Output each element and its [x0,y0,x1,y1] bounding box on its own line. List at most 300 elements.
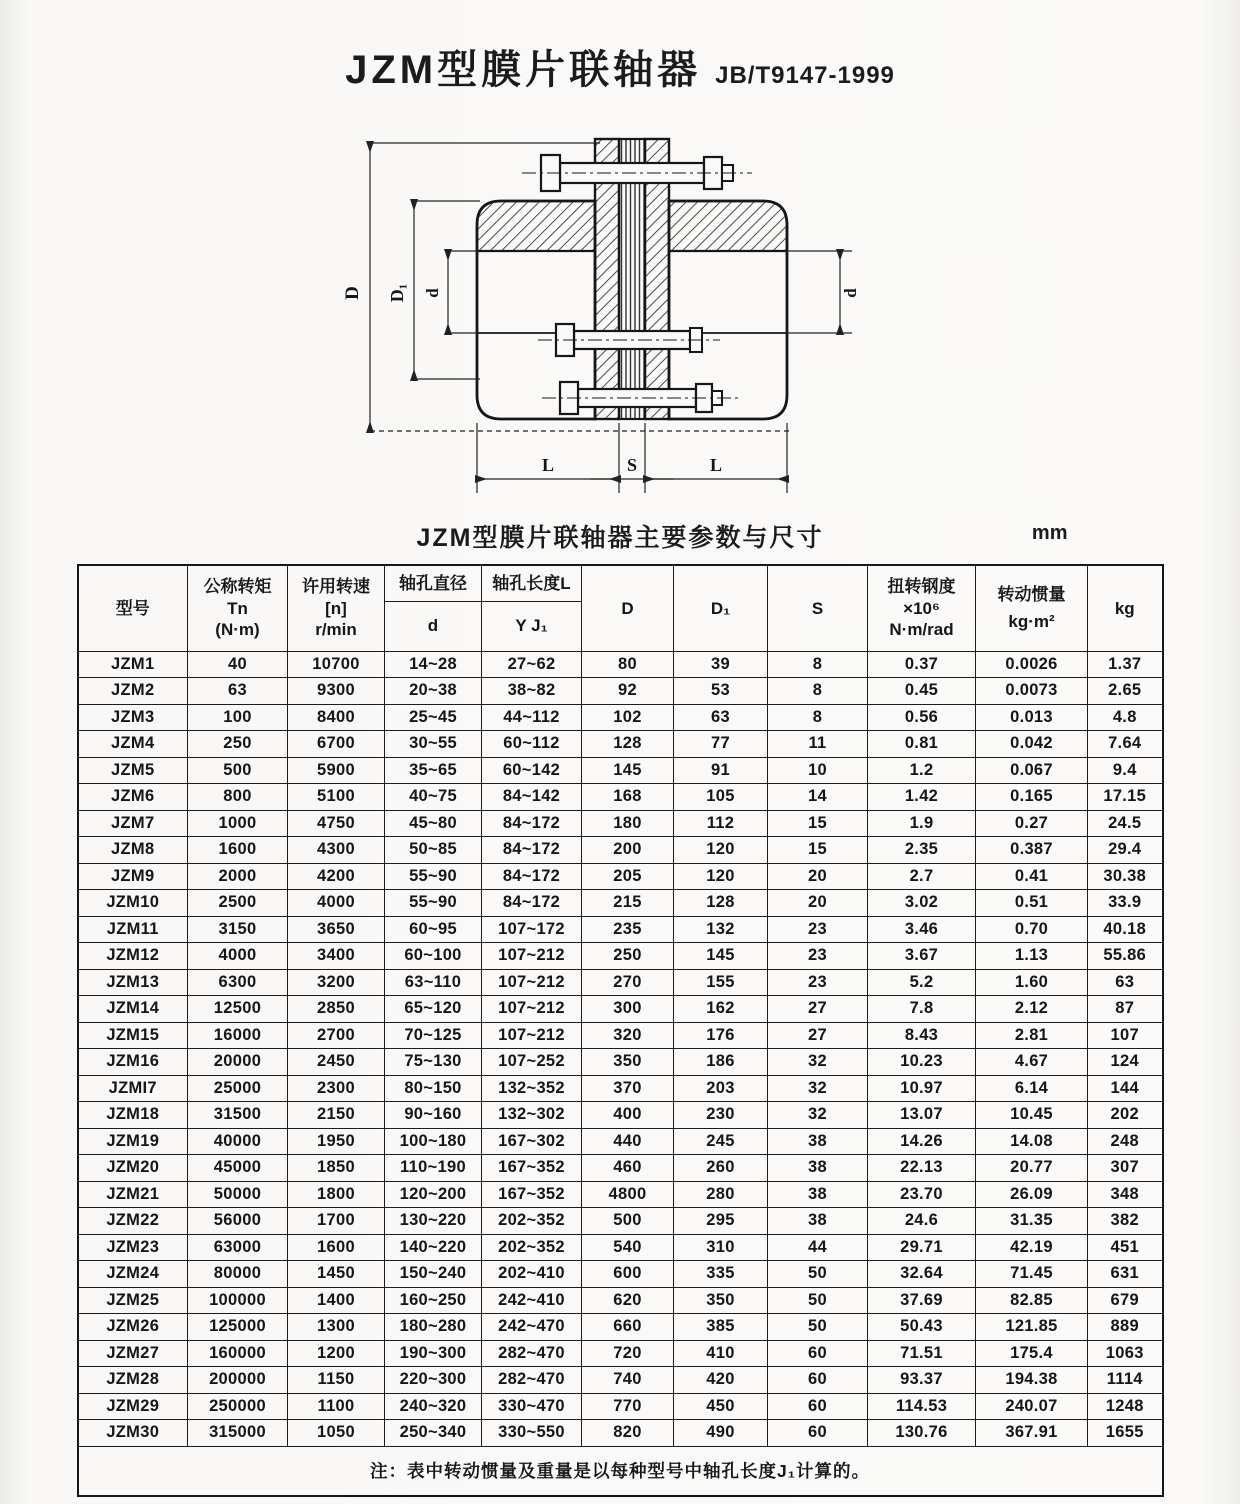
cell-weight: 307 [1088,1155,1163,1182]
cell-inertia: 0.067 [976,757,1088,784]
cell-speed: 2450 [288,1049,385,1076]
page-title: JZM型膜片联轴器 [345,48,702,92]
cell-weight: 107 [1088,1022,1163,1049]
cell-bore-diameter: 190~300 [385,1340,482,1367]
cell-stiffness: 0.37 [868,651,976,678]
cell-inertia: 2.81 [976,1022,1088,1049]
cell-S: 10 [768,757,868,784]
col-inertia [976,565,1088,651]
cell-speed: 4300 [288,837,385,864]
col-bore-length-sub: Y J₁ [482,601,582,651]
dim-d-left [423,251,479,333]
cell-bore-diameter: 80~150 [385,1075,482,1102]
table-row [78,1261,1163,1288]
table-row [78,916,1163,943]
cell-torque: 100 [188,704,288,731]
cell-D1: 410 [674,1340,768,1367]
cell-speed: 4000 [288,890,385,917]
cell-D1: 295 [674,1208,768,1235]
cell-model: JZM28 [78,1367,188,1394]
cell-stiffness: 32.64 [868,1261,976,1288]
cell-inertia: 240.07 [976,1393,1088,1420]
cell-inertia: 1.60 [976,969,1088,996]
cell-stiffness: 50.43 [868,1314,976,1341]
table-row [78,1049,1163,1076]
cell-bore-length: 84~172 [482,863,582,890]
title-row [0,0,1240,95]
cell-speed: 1300 [288,1314,385,1341]
cell-inertia: 6.14 [976,1075,1088,1102]
cell-bore-diameter: 25~45 [385,704,482,731]
col-torque [188,565,288,651]
cell-inertia: 0.0026 [976,651,1088,678]
cell-model: JZM16 [78,1049,188,1076]
cell-weight: 9.4 [1088,757,1163,784]
cell-model: JZM20 [78,1155,188,1182]
cell-stiffness: 0.81 [868,731,976,758]
cell-D: 500 [582,1208,674,1235]
cell-speed: 3650 [288,916,385,943]
cell-stiffness: 23.70 [868,1181,976,1208]
cell-bore-length: 84~142 [482,784,582,811]
cell-D: 128 [582,731,674,758]
cell-S: 32 [768,1075,868,1102]
cell-speed: 2700 [288,1022,385,1049]
cell-inertia: 4.67 [976,1049,1088,1076]
cell-weight: 17.15 [1088,784,1163,811]
cell-D: 145 [582,757,674,784]
cell-model: JZM11 [78,916,188,943]
cell-weight: 2.65 [1088,678,1163,705]
cell-D1: 39 [674,651,768,678]
dim-d-right [785,251,860,333]
cell-speed: 1100 [288,1393,385,1420]
cell-weight: 631 [1088,1261,1163,1288]
cell-model: JZM19 [78,1128,188,1155]
cell-bore-length: 242~410 [482,1287,582,1314]
cell-stiffness: 5.2 [868,969,976,996]
cell-speed: 2300 [288,1075,385,1102]
cell-torque: 80000 [188,1261,288,1288]
cell-stiffness: 37.69 [868,1287,976,1314]
cell-D1: 490 [674,1420,768,1447]
cell-S: 11 [768,731,868,758]
cell-S: 60 [768,1420,868,1447]
cell-D1: 186 [674,1049,768,1076]
cell-speed: 1950 [288,1128,385,1155]
table-row [78,784,1163,811]
cell-inertia: 0.0073 [976,678,1088,705]
cell-model: JZM4 [78,731,188,758]
cell-inertia: 194.38 [976,1367,1088,1394]
cell-bore-length: 60~142 [482,757,582,784]
cell-speed: 1850 [288,1155,385,1182]
cell-stiffness: 7.8 [868,996,976,1023]
cell-D1: 450 [674,1393,768,1420]
cell-stiffness: 1.42 [868,784,976,811]
cell-speed: 4750 [288,810,385,837]
col-stiffness-l3: N·m/rad [889,619,954,639]
cell-torque: 200000 [188,1367,288,1394]
cell-bore-diameter: 220~300 [385,1367,482,1394]
cell-D: 440 [582,1128,674,1155]
cell-stiffness: 29.71 [868,1234,976,1261]
cell-bore-diameter: 14~28 [385,651,482,678]
cell-D: 460 [582,1155,674,1182]
dim-label-L-right: L [709,455,723,475]
cell-model: JZM22 [78,1208,188,1235]
cell-bore-diameter: 150~240 [385,1261,482,1288]
cell-bore-diameter: 160~250 [385,1287,482,1314]
cell-speed: 1050 [288,1420,385,1447]
cell-S: 50 [768,1261,868,1288]
table-row [78,1155,1163,1182]
cell-D1: 91 [674,757,768,784]
cell-inertia: 1.13 [976,943,1088,970]
cell-S: 50 [768,1314,868,1341]
cell-model: JZM6 [78,784,188,811]
cell-inertia: 175.4 [976,1340,1088,1367]
cell-D: 235 [582,916,674,943]
cell-D: 320 [582,1022,674,1049]
cell-S: 8 [768,651,868,678]
table-row [78,810,1163,837]
cell-D1: 105 [674,784,768,811]
cell-D: 720 [582,1340,674,1367]
cell-torque: 3150 [188,916,288,943]
cell-D: 205 [582,863,674,890]
cell-torque: 12500 [188,996,288,1023]
cell-S: 15 [768,810,868,837]
cell-bore-diameter: 63~110 [385,969,482,996]
cell-model: JZM7 [78,810,188,837]
cell-D: 80 [582,651,674,678]
cell-bore-diameter: 240~320 [385,1393,482,1420]
cell-model: JZM9 [78,863,188,890]
cell-S: 23 [768,969,868,996]
cell-model: JZM1 [78,651,188,678]
col-stiffness-l2: ×10⁶ [903,598,940,618]
cell-torque: 160000 [188,1340,288,1367]
cell-S: 23 [768,916,868,943]
cell-speed: 1400 [288,1287,385,1314]
table-header [78,565,1163,651]
cell-bore-diameter: 55~90 [385,890,482,917]
cell-D1: 280 [674,1181,768,1208]
cell-bore-length: 330~470 [482,1393,582,1420]
cell-bore-length: 84~172 [482,837,582,864]
cell-S: 14 [768,784,868,811]
cell-bore-diameter: 50~85 [385,837,482,864]
col-stiffness [868,565,976,651]
cell-model: JZM5 [78,757,188,784]
table-row [78,1128,1163,1155]
cell-stiffness: 3.46 [868,916,976,943]
col-stiffness-l1: 扭转钢度 [887,577,956,597]
cell-model: JZM24 [78,1261,188,1288]
cell-bore-length: 44~112 [482,704,582,731]
cell-speed: 5900 [288,757,385,784]
cell-S: 23 [768,943,868,970]
cell-D1: 260 [674,1155,768,1182]
dim-label-D1: D₁ [387,283,407,303]
table-row [78,1208,1163,1235]
cell-bore-length: 202~352 [482,1208,582,1235]
cell-model: JZM13 [78,969,188,996]
table-row [78,1287,1163,1314]
cell-inertia: 0.013 [976,704,1088,731]
table-row [78,969,1163,996]
col-weight: kg [1088,565,1163,651]
cell-speed: 6700 [288,731,385,758]
cell-model: JZM12 [78,943,188,970]
cell-D1: 77 [674,731,768,758]
cell-weight: 1248 [1088,1393,1163,1420]
cell-speed: 1200 [288,1340,385,1367]
cell-bore-length: 330~550 [482,1420,582,1447]
cell-speed: 8400 [288,704,385,731]
cell-stiffness: 10.23 [868,1049,976,1076]
cell-weight: 679 [1088,1287,1163,1314]
cell-D: 300 [582,996,674,1023]
cell-S: 32 [768,1102,868,1129]
table-row [78,943,1163,970]
cell-D1: 162 [674,996,768,1023]
cell-weight: 63 [1088,969,1163,996]
cell-stiffness: 3.67 [868,943,976,970]
cell-bore-length: 107~252 [482,1049,582,1076]
cell-weight: 451 [1088,1234,1163,1261]
cell-S: 20 [768,863,868,890]
cell-D: 660 [582,1314,674,1341]
cell-stiffness: 10.97 [868,1075,976,1102]
cell-D: 600 [582,1261,674,1288]
cell-S: 38 [768,1128,868,1155]
cell-speed: 10700 [288,651,385,678]
cell-stiffness: 0.45 [868,678,976,705]
cell-S: 8 [768,678,868,705]
cell-D1: 53 [674,678,768,705]
coupling-drawing [300,101,940,514]
cell-speed: 1450 [288,1261,385,1288]
cell-D1: 230 [674,1102,768,1129]
cell-D: 215 [582,890,674,917]
cell-S: 44 [768,1234,868,1261]
cell-model: JZM14 [78,996,188,1023]
table-row [78,1393,1163,1420]
cell-D1: 132 [674,916,768,943]
cell-stiffness: 93.37 [868,1367,976,1394]
cell-speed: 1700 [288,1208,385,1235]
cell-weight: 124 [1088,1049,1163,1076]
cell-S: 15 [768,837,868,864]
cell-bore-length: 167~352 [482,1155,582,1182]
cell-D1: 112 [674,810,768,837]
cell-bore-length: 167~302 [482,1128,582,1155]
cell-D1: 203 [674,1075,768,1102]
cell-inertia: 14.08 [976,1128,1088,1155]
cell-bore-length: 107~212 [482,996,582,1023]
cell-bore-diameter: 140~220 [385,1234,482,1261]
dim-label-D: D [342,286,363,300]
cell-bore-length: 167~352 [482,1181,582,1208]
cell-inertia: 71.45 [976,1261,1088,1288]
coupling-cross-section [300,101,940,509]
table-title-row [78,518,1163,554]
cell-speed: 1600 [288,1234,385,1261]
right-hub [669,201,787,419]
cell-inertia: 0.70 [976,916,1088,943]
cell-torque: 2000 [188,863,288,890]
table-row [78,651,1163,678]
cell-S: 60 [768,1367,868,1394]
cell-inertia: 0.042 [976,731,1088,758]
cell-torque: 250000 [188,1393,288,1420]
cell-inertia: 0.51 [976,890,1088,917]
cell-D: 370 [582,1075,674,1102]
cell-S: 38 [768,1208,868,1235]
cell-D: 270 [582,969,674,996]
col-torque-l2: Tn [227,598,248,618]
cell-weight: 30.38 [1088,863,1163,890]
dim-label-L-left: L [541,455,555,475]
cell-weight: 889 [1088,1314,1163,1341]
cell-bore-diameter: 45~80 [385,810,482,837]
cell-stiffness: 130.76 [868,1420,976,1447]
cell-bore-diameter: 250~340 [385,1420,482,1447]
table-row [78,678,1163,705]
cell-stiffness: 8.43 [868,1022,976,1049]
cell-D: 92 [582,678,674,705]
cell-bore-length: 282~470 [482,1340,582,1367]
dim-label-d-right: d [841,288,860,298]
cell-weight: 33.9 [1088,890,1163,917]
cell-weight: 1655 [1088,1420,1163,1447]
col-inertia-l2: kg·m² [1008,612,1055,632]
table-row [78,704,1163,731]
table-row [78,1075,1163,1102]
cell-torque: 1000 [188,810,288,837]
dim-label-S: S [626,455,638,475]
cell-inertia: 0.165 [976,784,1088,811]
cell-speed: 2850 [288,996,385,1023]
table-row [78,731,1163,758]
cell-torque: 500 [188,757,288,784]
col-bore-diameter-sub: d [385,601,482,651]
cell-bore-length: 132~352 [482,1075,582,1102]
cell-weight: 348 [1088,1181,1163,1208]
cell-S: 8 [768,704,868,731]
unit-label: mm [1031,522,1068,544]
cell-bore-diameter: 100~180 [385,1128,482,1155]
cell-D1: 155 [674,969,768,996]
cell-inertia: 0.27 [976,810,1088,837]
cell-D: 620 [582,1287,674,1314]
cell-D1: 120 [674,837,768,864]
cell-S: 50 [768,1287,868,1314]
table-row [78,1234,1163,1261]
cell-torque: 31500 [188,1102,288,1129]
cell-bore-diameter: 55~90 [385,863,482,890]
cell-torque: 315000 [188,1420,288,1447]
col-bore-length: 轴孔长度L [482,565,582,601]
cell-bore-length: 132~302 [482,1102,582,1129]
cell-weight: 4.8 [1088,704,1163,731]
cell-D: 740 [582,1367,674,1394]
cell-stiffness: 114.53 [868,1393,976,1420]
cell-D1: 385 [674,1314,768,1341]
cell-S: 38 [768,1181,868,1208]
col-bore-diameter: 轴孔直径 [385,565,482,601]
cell-torque: 45000 [188,1155,288,1182]
table-row [78,1102,1163,1129]
cell-model: JZM2 [78,678,188,705]
cell-stiffness: 24.6 [868,1208,976,1235]
col-speed-l1: 许用转速 [302,577,370,597]
cell-bore-length: 107~212 [482,1022,582,1049]
cell-D: 770 [582,1393,674,1420]
table-row [78,1340,1163,1367]
cell-D: 180 [582,810,674,837]
cell-stiffness: 71.51 [868,1340,976,1367]
cell-bore-diameter: 90~160 [385,1102,482,1129]
cell-stiffness: 0.56 [868,704,976,731]
cell-model: JZM8 [78,837,188,864]
cell-bore-diameter: 60~95 [385,916,482,943]
cell-model: JZMI7 [78,1075,188,1102]
col-inertia-l1: 转动惯量 [997,585,1066,604]
cell-S: 32 [768,1049,868,1076]
cell-D: 4800 [582,1181,674,1208]
cell-torque: 125000 [188,1314,288,1341]
params-table [77,564,1164,1497]
cell-inertia: 2.12 [976,996,1088,1023]
dim-LSL [477,423,787,493]
col-D: D [582,565,674,651]
cell-speed: 2150 [288,1102,385,1129]
cell-model: JZM10 [78,890,188,917]
table-row [78,1367,1163,1394]
cell-torque: 25000 [188,1075,288,1102]
cell-weight: 29.4 [1088,837,1163,864]
cell-torque: 20000 [188,1049,288,1076]
cell-D: 200 [582,837,674,864]
table-body [78,651,1163,1446]
cell-inertia: 10.45 [976,1102,1088,1129]
cell-bore-length: 84~172 [482,890,582,917]
cell-D1: 335 [674,1261,768,1288]
table-row [78,863,1163,890]
cell-weight: 202 [1088,1102,1163,1129]
cell-bore-length: 27~62 [482,651,582,678]
col-D1: D₁ [674,565,768,651]
cell-bore-length: 202~352 [482,1234,582,1261]
cell-weight: 144 [1088,1075,1163,1102]
cell-S: 20 [768,890,868,917]
cell-S: 27 [768,1022,868,1049]
cell-bore-length: 107~212 [482,969,582,996]
cell-bore-diameter: 120~200 [385,1181,482,1208]
cell-D1: 245 [674,1128,768,1155]
table-note: 注：表中转动惯量及重量是以每种型号中轴孔长度J₁计算的。 [78,1446,1163,1496]
table-row [78,996,1163,1023]
col-model: 型号 [78,565,188,651]
cell-weight: 24.5 [1088,810,1163,837]
cell-D1: 63 [674,704,768,731]
cell-torque: 800 [188,784,288,811]
col-speed [288,565,385,651]
cell-inertia: 26.09 [976,1181,1088,1208]
